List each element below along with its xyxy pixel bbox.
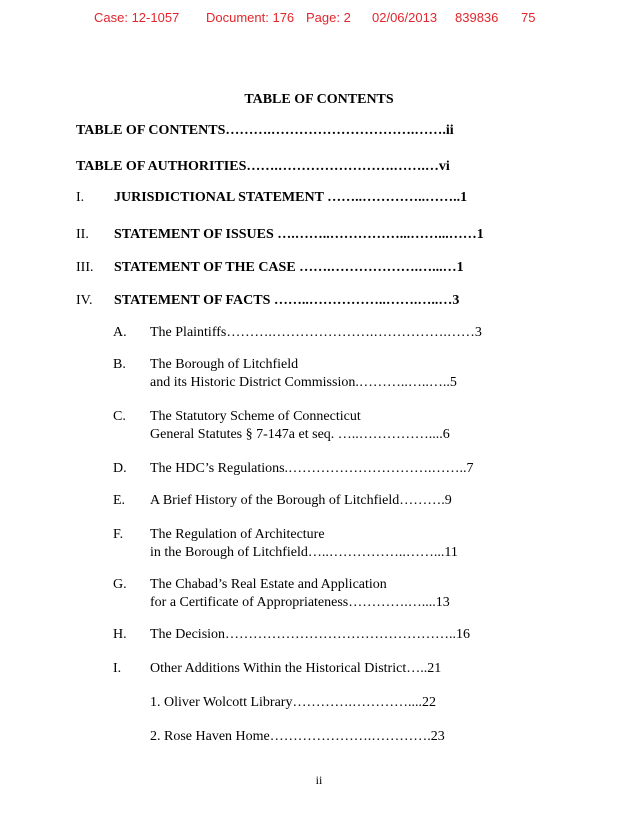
document-number: Document: 176 <box>206 10 295 25</box>
toc-entry-number: A. <box>113 325 127 340</box>
toc-entry-text: STATEMENT OF ISSUES ….……..……………...……...……1 <box>114 227 484 242</box>
toc-entry-text-continued: in the Borough of Litchfield…..……………..……...11 <box>150 545 458 560</box>
toc-entry[interactable] <box>76 122 454 140</box>
toc-entry-text: The Chabad’s Real Estate and Application <box>150 577 387 592</box>
toc-entry-text: Other Additions Within the Historical District…..21 <box>150 661 442 676</box>
toc-entry-text: STATEMENT OF FACTS ……..……………..…….…..…3 <box>114 293 460 308</box>
page-number: ii <box>315 773 323 787</box>
toc-entry-number: G. <box>113 577 127 592</box>
toc-entry-text: The Statutory Scheme of Connecticut <box>150 409 361 424</box>
entry-id: 839836 <box>455 10 499 25</box>
toc-entry-number: H. <box>113 627 127 642</box>
page-label: Page: 2 <box>306 10 351 25</box>
toc-entry-text: TABLE OF AUTHORITIES…….…………………….…….…vi <box>76 159 450 174</box>
toc-entry-number: D. <box>113 461 127 476</box>
toc-entry-number: II. <box>76 227 89 242</box>
total-pages: 75 <box>521 10 536 25</box>
toc-entry-text-continued: for a Certificate of Appropriateness………….…....13 <box>150 595 450 610</box>
toc-entry-text: The Decision…………………………………………..16 <box>150 627 471 642</box>
toc-entry-text: A Brief History of the Borough of Litchfield……….9 <box>150 493 452 508</box>
case-number: Case: 12-1057 <box>94 10 180 25</box>
toc-entry-number: I. <box>113 661 122 676</box>
toc-entry-text: 1. Oliver Wolcott Library………….…………....22 <box>150 695 436 710</box>
toc-entry[interactable] <box>150 694 590 712</box>
toc-entry-number: B. <box>113 357 126 372</box>
toc-entry-text: The Regulation of Architecture <box>150 527 325 542</box>
toc-entry-text-continued: and its Historic District Commission.………..…..…..5 <box>150 375 457 390</box>
toc-entry-number: III. <box>76 260 94 275</box>
toc-entry-number: F. <box>113 527 124 542</box>
toc-entry-text: The Plaintiffs……….………………….…………….……3 <box>150 325 482 340</box>
toc-entry[interactable] <box>76 158 450 176</box>
toc-entry-number: IV. <box>76 293 93 308</box>
toc-entry-number: E. <box>113 493 126 508</box>
toc-entry-text: TABLE OF CONTENTS……….………………………….…….ii <box>76 123 454 138</box>
toc-entry[interactable] <box>150 728 590 746</box>
toc-entry-text: STATEMENT OF THE CASE …….……………….…...…1 <box>114 260 464 275</box>
toc-entry-text: The HDC’s Regulations.………………………….……..7 <box>150 461 474 476</box>
toc-entry-text: JURISDICTIONAL STATEMENT ……..…………..……..1 <box>114 190 468 205</box>
toc-entry-text: The Borough of Litchfield <box>150 357 299 372</box>
toc-entry-number: C. <box>113 409 126 424</box>
toc-entry-text-continued: General Statutes § 7-147a et seq. …..……………....6 <box>150 427 450 442</box>
toc-entry-number: I. <box>76 190 85 205</box>
page-title: TABLE OF CONTENTS <box>244 92 394 107</box>
toc-entry-text: 2. Rose Haven Home………………….………….23 <box>150 729 445 744</box>
filing-date: 02/06/2013 <box>372 10 438 25</box>
